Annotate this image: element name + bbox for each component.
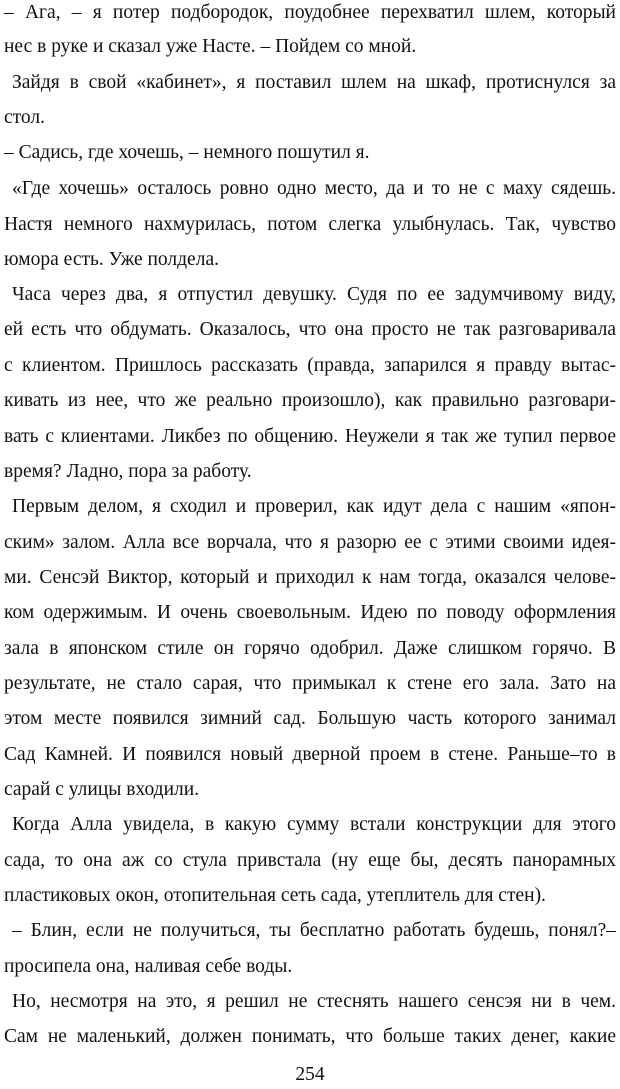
text-line: этом месте появился зимний сад. Большую часть которого занимал	[4, 708, 616, 729]
text-line: просипела она, наливая себе воды.	[4, 956, 293, 977]
text-line: «Где хочешь» осталось ровно одно место, да и то не с маху сядешь.	[12, 178, 616, 199]
text-line: сада, то она аж со стула привстала (ну еще бы, десять панорамных	[4, 850, 616, 871]
text-line: – Блин, если не получиться, ты бесплатно работать будешь, понял?–	[12, 920, 616, 941]
text-line: – Ага, – я потер подбородок, поудобнее перехватил шлем, который	[4, 2, 616, 23]
text-line: ми. Сенсэй Виктор, который и приходил к нам тогда, оказался челове-	[4, 567, 616, 588]
text-line: юмора есть. Уже полдела.	[4, 249, 219, 270]
text-line: Первым делом, я сходил и проверил, как идут дела с нашим «япон-	[12, 496, 616, 517]
text-line: кивать из нее, что же реально произошло), как правильно разговари-	[4, 390, 616, 411]
text-line: Настя немного нахмурилась, потом слегка улыбнулась. Так, чувство	[4, 214, 616, 235]
text-line: вать с клиентами. Ликбез по общению. Неужели я так же тупил первое	[4, 426, 616, 447]
text-line: ей есть что обдумать. Оказалось, что она просто не так разговаривала	[4, 319, 616, 340]
text-line: Часа через два, я отпустил девушку. Судя по ее задумчивому виду,	[12, 284, 616, 305]
text-line: Когда Алла увидела, в какую сумму встали конструкции для этого	[12, 814, 616, 835]
text-line: зала в японском стиле он горячо одобрил. Даже слишком горячо. В	[4, 638, 616, 659]
text-line: Но, несмотря на это, я решил не стеснять нашего сенсэя ни в чем.	[12, 991, 616, 1012]
text-line: ским» залом. Алла все ворчала, что я разорю ее с этими своими идея-	[4, 532, 616, 553]
page-number: 254	[295, 1064, 325, 1085]
text-line: результате, не стало сарая, что примыкал к стене его зала. Зато на	[4, 673, 616, 694]
text-line: Зайдя в свой «кабинет», я поставил шлем на шкаф, протиснулся за	[12, 72, 616, 93]
text-line: ком одержимым. И очень своевольным. Идею по поводу оформления	[4, 602, 616, 623]
text-line: Сам не маленький, должен понимать, что больше таких денег, какие	[4, 1026, 616, 1047]
text-line: сарай с улицы входили.	[4, 779, 200, 800]
text-line: пластиковых окон, отопительная сеть сада, утеплитель для стен).	[4, 885, 546, 906]
text-line: с клиентом. Пришлось рассказать (правда, запарился я правду вытас-	[4, 355, 616, 376]
text-line: стол.	[4, 107, 46, 128]
text-line: Сад Камней. И появился новый дверной проем в стене. Раньше–то в	[4, 744, 616, 765]
text-line: – Садись, где хочешь, – немного пошутил я.	[4, 142, 370, 163]
text-line: нес в руке и сказал уже Насте. – Пойдем со мной.	[4, 36, 417, 57]
text-line: время? Ладно, пора за работу.	[4, 461, 252, 482]
